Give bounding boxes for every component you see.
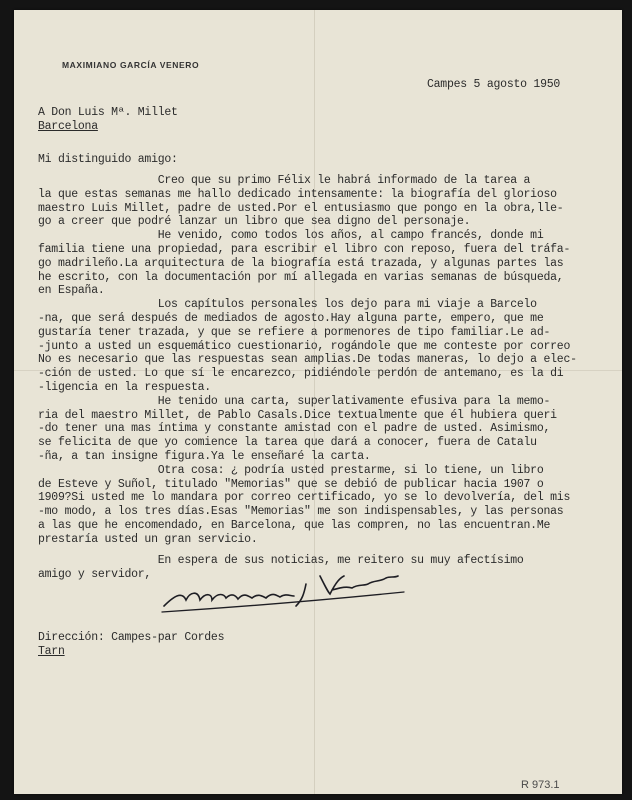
salutation: Mi distinguido amigo:	[38, 153, 178, 166]
recipient-city: Barcelona	[38, 120, 98, 133]
letter-date: Campes 5 agosto 1950	[427, 78, 561, 91]
archive-mark: R 973.1	[521, 779, 560, 791]
recipient-name: A Don Luis Mª. Millet	[38, 106, 178, 119]
letter-sheet	[14, 10, 622, 794]
handwritten-signature	[154, 566, 414, 616]
return-address-line1: Dirección: Campes-par Cordes	[38, 631, 225, 644]
return-address-line2: Tarn	[38, 645, 65, 658]
letterhead: MAXIMIANO GARCÍA VENERO	[62, 60, 200, 70]
letter-body: Creo que su primo Félix le habrá informado de la tarea a la que estas semanas me hallo dedicado intensamente: la biografía del glorioso maestro Luis Millet, padre de usted.Por el entusiasmo que pongo en la obra,lle- go a creer que podré lanzar un libro que sea digno del personaje. He venido, como todos los años, al campo francés, donde mi familia tiene una propiedad, para escribir el libro con reposo, fuera del tráfa- go madrileño.La arquitectura de la biografía está trazada, y algunas partes las he escrito, con la documentación por mí allegada en varias semanas de búsqueda, en España. Los capítulos personales los dejo para mi viaje a Barcelo -na, que será después de mediados de agosto.Hay alguna parte, empero, que me gustaría tener trazada, y que se refiere a pormenores de tipo familiar.Le ad- -junto a usted un esquemático cuestionario, rogándole que me conteste por correo No es necesario que las respuestas sean amplias.De todas maneras, lo dejo a elec- -ción de usted. Lo que sí le encarezco, pidiéndole perdón de antemano, es la di -ligencia en la respuesta. He tenido una carta, superlativamente efusiva para la memo- ria del maestro Millet, de Pablo Casals.Dice textualmente que él hubiera queri -do tener una mas íntima y constante amistad con el padre de usted. Asimismo, se felicita de que yo comience la tarea que dará a conocer, fuera de Catalu -ña, a tan insigne figura.Ya le enseñaré la carta. Otra cosa: ¿ podría usted prestarme, si lo tiene, un libro de Esteve y Suñol, titulado "Memorias" que se debió de publicar hacia 1907 o 1909?Si usted me lo mandara por correo certificado, yo se lo devolvería, del mis -mo modo, a los tres días.Esas "Memorias" me son indispensables, y las personas a las que he encomendado, en Barcelona, que las compren, no las encuentran.Me prestaría usted un gran servicio.	[38, 174, 577, 546]
closing: En espera de sus noticias, me reitero su muy afectísimo amigo y servidor,	[38, 554, 524, 581]
